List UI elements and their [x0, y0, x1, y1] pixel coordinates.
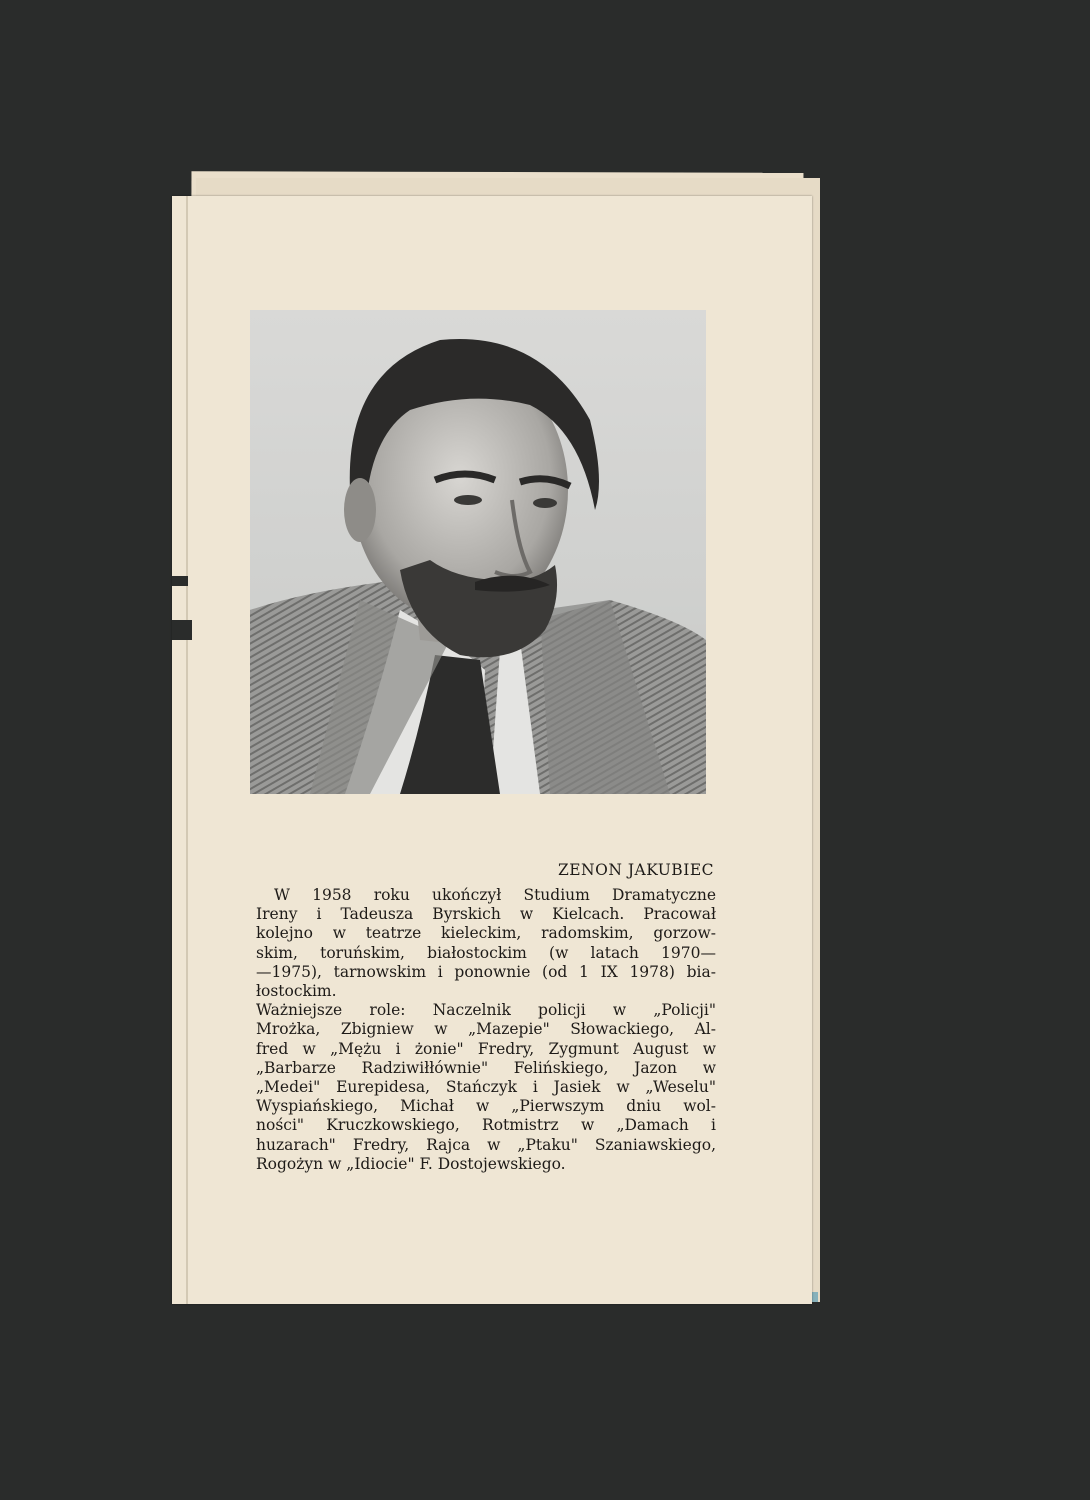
- bio-line: skim, toruńskim, białostockim (w latach 1970—: [256, 943, 716, 962]
- bio-line: Wyspiańskiego, Michał w „Pierwszym dniu wol-: [256, 1097, 716, 1116]
- bio-line: Rogożyn w „Idiocie" F. Dostojewskiego.: [256, 1154, 566, 1173]
- bio-line: —1975), tarnowskim i ponownie (od 1 IX 1978) bia-: [256, 962, 716, 981]
- torn-notch: [172, 620, 192, 640]
- bio-line: kolejno w teatrze kieleckim, radomskim, gorzow-: [256, 924, 716, 943]
- bio-line: Ważniejsze role: Naczelnik policji w „Policji": [256, 1001, 716, 1020]
- actor-name-heading: ZENON JAKUBIEC: [557, 861, 714, 879]
- biography-text: [256, 886, 716, 1174]
- bio-line: W 1958 roku ukończył Studium Dramatyczne: [274, 886, 716, 904]
- bio-line: „Barbarze Radziwiłłównie" Felińskiego, Jazon w: [256, 1058, 716, 1077]
- bio-line: łostockim.: [256, 982, 337, 1001]
- portrait-photo: [250, 310, 706, 794]
- fold-line: [186, 196, 188, 1304]
- bio-line: Ireny i Tadeusza Byrskich w Kielcach. Pracował: [256, 905, 716, 924]
- bio-line: „Medei" Eurepidesa, Stańczyk i Jasiek w „Weselu": [256, 1078, 716, 1097]
- bio-line: ności" Kruczkowskiego, Rotmistrz w „Damach i: [256, 1116, 716, 1135]
- bio-line: Mrożka, Zbigniew w „Mazepie" Słowackiego, Al-: [256, 1020, 716, 1039]
- bio-line: huzarach" Fredry, Rajca w „Ptaku" Szaniawskiego,: [256, 1135, 716, 1154]
- bio-line: fred w „Mężu i żonie" Fredry, Zygmunt August w: [256, 1039, 716, 1058]
- torn-notch: [172, 576, 188, 586]
- program-page: [172, 196, 812, 1304]
